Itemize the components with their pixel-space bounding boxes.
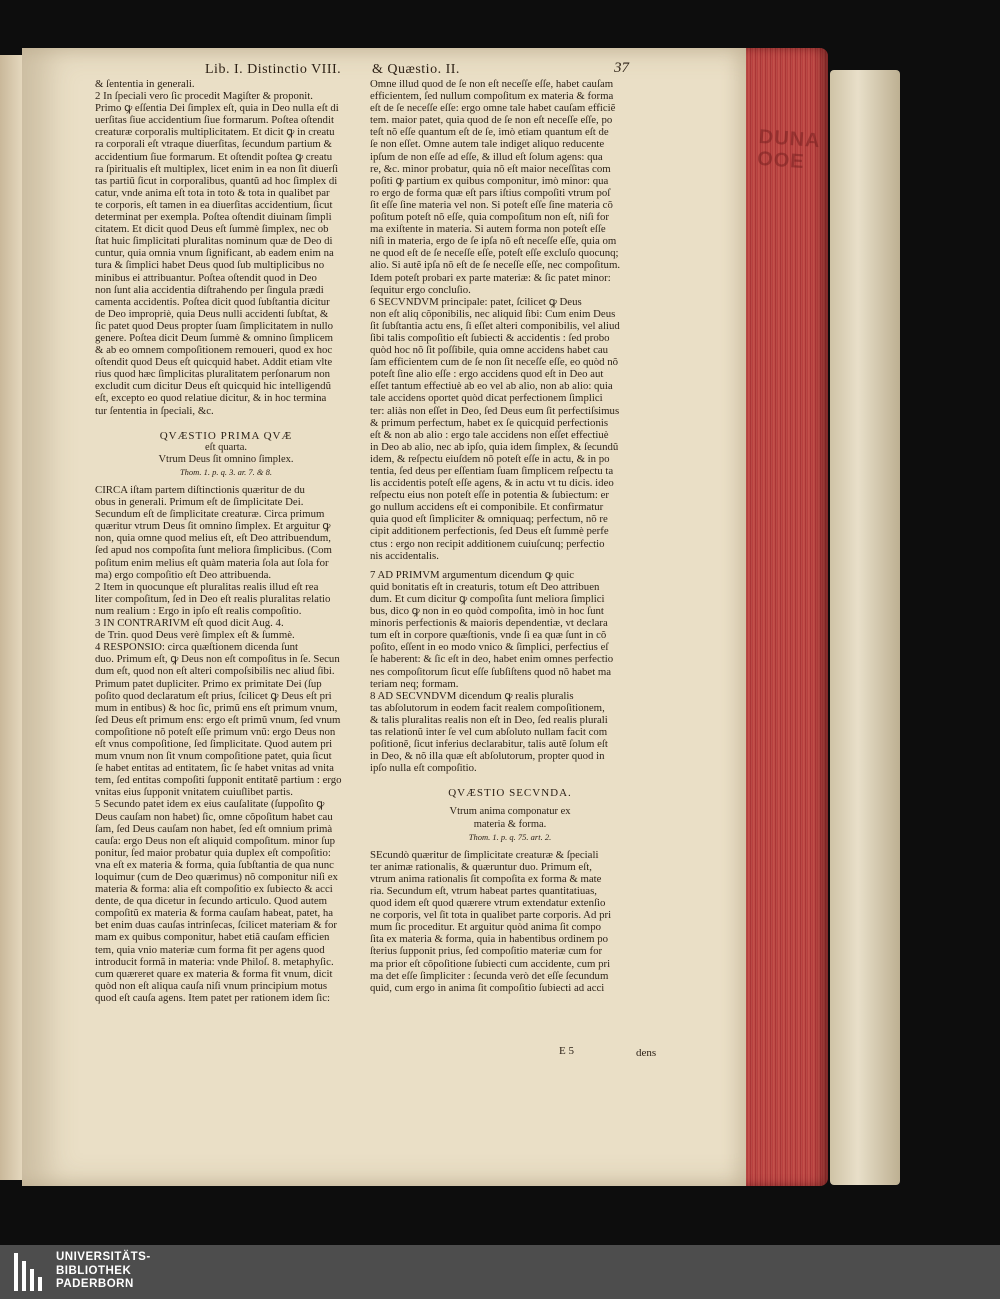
text-line: 3 IN CONTRARIVM eſt quod dicit Aug. 4. <box>95 617 284 630</box>
text-line: vnitas eius ſupponit vnitatem cuiuſlibet partis. <box>95 786 293 799</box>
text-line: ne corporis, vel ſit tota in qualibet parte corporis. Ad pri <box>370 909 612 922</box>
text-line: ter animæ rationalis, & quæruntur duo. Primum eſt, <box>370 860 592 873</box>
text-line: eſt vnus compoſitione, ſed ſimplicitate. Quod autem pri <box>95 737 333 750</box>
text-line: accidentium ſiue formarum. Et oſtendit poſtea ꝙ creatu <box>95 150 333 163</box>
text-line: ma det eſſe ſimpliciter : ſecunda verò det eſſe ſecundum <box>370 969 609 982</box>
text-line: tas abſolutorum in eodem facit realem compoſitionem, <box>370 701 605 714</box>
text-line: materia & forma: alia eſt compoſitio ex ſubiecto & acci <box>95 883 333 896</box>
text-line: introducit formã in materia: vnde Philoſ. 8. metaphyſic. <box>95 955 334 968</box>
text-line: excludit cum dicitur Deus eſt quicquid hic intelligendũ <box>95 380 331 393</box>
text-line: Omne illud quod de ſe non eſt neceſſe eſſe, habet cauſam <box>370 78 614 90</box>
text-line: ria. Secundum eſt, vtrum habeat partes quantitatiuas, <box>370 885 597 897</box>
text-line: idem, & reſpectu eiuſdem nõ poteſt eſſe in actu, & in po <box>370 452 610 465</box>
text-line: mum ſic proceditur. Et arguitur quòd anima ſit compo <box>370 921 601 934</box>
text-line: ſe haberent: & ſic eſt in deo, habet enim omnes perfectio <box>370 653 614 666</box>
text-line: cipit additionem perfectionis, ſed Deus eſt ſummè perfe <box>370 525 609 538</box>
text-line: de Trin. quod Deus verè ſimplex eſt & ſummè. <box>95 629 295 642</box>
text-line: ipſo nulla eſt compoſitio. <box>370 762 477 775</box>
text-line: minoris perfectionis & maioris dependentiæ, vt declara <box>370 617 608 630</box>
text-line: go nullum accidens eſt ei componibile. Et confirmatur <box>370 501 604 514</box>
text-line: tura & ſimplici habet Deus quod ſub multiplicibus no <box>95 259 325 272</box>
text-line: mum vnum non ſit vnum compoſitione patet, quia ſicut <box>95 750 332 763</box>
library-name-line: PADERBORN <box>56 1278 134 1290</box>
text-line: poſiti ꝙ partium ex quibus componitur, imò minor: qua <box>370 174 609 187</box>
text-line: ma exiſtente in materia. Si autem forma non poteſt eſſe <box>370 223 606 236</box>
text-line: tas relationũ inter ſe vel cum abſoluto nullam facit com <box>370 725 608 738</box>
text-line: tem. maior patet, quia quod de ſe non eſt neceſſe eſſe, po <box>370 114 613 127</box>
question-one-subtitle: eſt quarta. <box>205 441 247 453</box>
text-line: poſito quod declaratum eſt prius, ſcilicet ꝙ Deus eſt pri <box>95 689 332 702</box>
text-line: ſit eſſe ſine materia vel non. Si poteſt eſſe ſine materia cõ <box>370 198 613 211</box>
library-logo-icon <box>14 1253 50 1291</box>
signature-mark: E 5 <box>559 1045 574 1057</box>
text-line: uerſitas ſiue accidentium ſiue formarum. Poſtea oſtendit <box>95 114 334 127</box>
text-line: poſitum poteſt nõ eſſe, quia compoſitum non eſt, niſi for <box>370 211 609 224</box>
text-line: vna eſt ex materia & forma, quia ſubſtantia de qua nunc <box>95 858 334 871</box>
text-line: quòd non eſt aliqua cauſa niſi vnum principium motus <box>95 979 328 992</box>
stamp-line: OOE <box>756 147 806 174</box>
text-column-left <box>95 78 357 1004</box>
text-line: teriam neq; formam. <box>370 677 459 690</box>
question-two-title: QVÆSTIO SECVNDA. <box>448 787 572 800</box>
text-line: teſt nõ eſſe quantum eſt de ſe, imò etiam quantum eſt de <box>370 126 609 139</box>
running-head-right: & Quæstio. II. <box>372 62 460 77</box>
text-line: & talis pluralitas realis non eſt in Deo, ſed realis plurali <box>370 713 608 726</box>
text-line: non, quia omne quod melius eſt, eſt Deo attribuendum, <box>95 532 331 545</box>
text-line: Idem poteſt probari ex parte materiæ: & ſic patet minor: <box>370 271 611 284</box>
text-line: ſita ex materia & forma, quia in habentibus ordinem po <box>370 933 609 946</box>
text-line: ſit ſubſtantia actu ens, ſi eſſet alteri componibilis, vel aliud <box>370 319 620 332</box>
stamp-line: DUNA <box>758 125 822 153</box>
question-one-reference: Thom. 1. p. q. 3. ar. 7. & 8. <box>179 466 273 477</box>
question-two-subtitle-2: materia & forma. <box>473 818 547 830</box>
text-line: Secundum eſt de ſimplicitate creaturæ. Circa primum <box>95 508 325 521</box>
text-line: ſe habet entitas ad entitatem, ſic ſe habet vnitas ad vnita <box>95 762 334 775</box>
text-line: in Deo, & nõ illa quæ eſt abſolutorum, propter quod in <box>370 750 605 763</box>
text-line: ra corporali eſt vtraque diuerſitas, ſecundum partium & <box>95 138 332 151</box>
text-line: ctus : ergo non recipit additionem cuiuſcunq; perfectio <box>370 537 605 550</box>
text-line: efficientem, ſed nullum compoſitum ex materia & forma <box>370 90 614 103</box>
question-one-title: QVÆSTIO PRIMA QVÆ <box>159 429 293 442</box>
text-line: ro ergo de forma quæ eſt pars iſtius compoſiti vtrum poſ <box>370 186 611 199</box>
text-line: tem, ſed entitas compoſiti ſupponit entitatẽ partium : ergo <box>95 774 342 787</box>
text-line: poteſt ſine alio eſſe : ergo accidens quod eſt in Deo aut <box>370 368 604 381</box>
text-line: ra ſpiritualis eſt multiplex, licet enim in ea non ſit diuerſi <box>95 162 339 175</box>
text-line: eſt de ſe neceſſe eſſe: ergo omne tale habet cauſam efficiẽ <box>370 102 616 115</box>
text-line: 2 In ſpeciali vero ſic procedit Magiſter & proponit. <box>95 90 313 103</box>
question-two-subtitle: Vtrum anima componatur ex <box>449 806 571 818</box>
text-line: determinat per exempla. Poſtea oſtendit diuinam ſimpli <box>95 211 332 224</box>
text-line: Primo ꝙ eſſentia Dei ſimplex eſt, quia in Deo nulla eſt di <box>95 102 339 115</box>
text-line: nes compoſitorum ſicut eſſe ſubſiſtens quod nõ habet ma <box>370 665 612 678</box>
text-line: num realium : Ergo in ipſo eſt realis compoſitio. <box>95 604 302 617</box>
text-line: ſe non eſſet. Omne autem tale indiget aliquo reducente <box>370 138 605 151</box>
text-line: niſi in materia, ergo de ſe ipſa nõ eſt neceſſe eſſe, quia om <box>370 235 617 248</box>
folio-number: 37 <box>614 60 629 76</box>
text-line: ſed Deus eſt primum ens: ergo eſt primũ vnum, ſed vnum <box>95 713 341 726</box>
text-line: ipſum de non eſſe ad eſſe, & illud eſt ſolum agens: qua <box>370 150 603 163</box>
text-line: minibus ei attribuantur. Poſtea oſtendit quod in Deo <box>95 271 317 284</box>
text-line: te corporis, eſt tamen in ea diuerſitas accidentium, ſicut <box>95 198 333 211</box>
text-line: compoſitione nõ poteſt eſſe primum vnũ: ergo Deus non <box>95 725 336 738</box>
text-line: dente, de qua dicetur in ſecundo articulo. Quod autem <box>95 895 328 908</box>
text-line: duo. Primum eſt, ꝙ Deus non eſt compoſitus in ſe. Secun <box>95 653 340 666</box>
text-line: de Deo impropriè, quia Deus nulli accidenti ſubſtat, & <box>95 307 329 320</box>
text-line: loquimur (cum de Deo quærimus) nõ componitur niſi ex <box>95 871 338 883</box>
text-line: dum eſt, quod non eſt alteri compoſsibilis nec aliud ſibi. <box>95 665 335 678</box>
text-line: tum eſt in corpore quæſtionis, vnde ſi ea quæ ſunt in cõ <box>370 629 607 642</box>
text-line: ſterius ſupponit prius, ſed compoſitio materiæ cum for <box>370 945 603 958</box>
text-line: eſt & non ab alio : ergo tale accidens non eſſet effectiuè <box>370 428 609 441</box>
text-line: ſam efficientem cum de ſe non ſit neceſſe eſſe, eo quòd nõ <box>370 356 619 369</box>
text-line: liter compoſitum, ſed in Deo eſt realis pluralitas relatio <box>95 592 331 605</box>
question-one-heading: Vtrum Deus ſit omnino ſimplex. <box>158 453 294 465</box>
text-line: quid, cum ergo in anima ſit compoſitio ſubiecti ad acci <box>370 981 605 994</box>
facing-page-edge <box>0 55 23 1180</box>
text-line: 2 Item in quocunque eſt pluralitas realis illud eſt rea <box>95 580 319 593</box>
text-line: Deus cauſam non habet) ſic, omne cõpoſitum habet cau <box>95 810 333 823</box>
right-body-text-1 <box>370 78 650 562</box>
text-line: non ſunt alia accidentia diſtrahendo per ſingula prædi <box>95 283 324 296</box>
text-line: ſequitur ergo concluſio. <box>370 283 471 296</box>
text-line: tentia, ſed deus per eſſentiam ſuam ſimplicem reſpectu ta <box>370 465 614 477</box>
text-line: SEcundò quæritur de ſimplicitate creaturæ & ſpeciali <box>370 848 599 861</box>
text-line: quod eſt cauſa agens. Item patet per rationem idem ſic: <box>95 991 331 1004</box>
running-head-left: Lib. I. Distinctio VIII. <box>205 62 342 77</box>
text-line: camenta accidentis. Poſtea dicit quod ſubſtantia dicitur <box>95 295 330 308</box>
text-line: vtrum anima rationalis ſit compoſita ex forma & mate <box>370 872 602 885</box>
right-body-text-2 <box>370 569 650 775</box>
text-line: quid bonitatis eſt in creaturis, totum eſt Deo attribuen <box>370 580 600 593</box>
text-line: cuntur, quia omnia vnum ſignificant, ab eadem enim na <box>95 247 334 260</box>
book-cover <box>830 70 900 1185</box>
text-line: oſtendit quod Deus eſt quicquid habet. Addit etiam vlte <box>95 356 333 369</box>
text-line: ma prior eſt cõpoſitione ſubiecti cum accidente, cum pri <box>370 957 611 970</box>
text-line: ſic patet quod Deus propter ſuam ſimplicitatem in nullo <box>95 319 334 332</box>
text-line: reſpectu eius non poteſt eſſe in potentia & ſubiectum: er <box>370 489 609 502</box>
text-line: tem, quia vnio materiæ cum forma fit per agens quod <box>95 943 325 956</box>
text-line: non eſt aliq cõponibilis, nec aliquid ſibi: Cum enim Deus <box>370 307 616 320</box>
text-line: poſitionẽ, ſicut inferius declarabitur, talis autẽ ſolum eſt <box>370 738 608 751</box>
text-line: quòd hoc nõ ſit poſſibile, quia omne accidens habet cau <box>370 344 609 357</box>
text-line: eſſet tantum effectiuè ab eo vel ab alio, non ab alio: quia <box>370 380 613 393</box>
text-line: 6 SECVNDVM principale: patet, ſcilicet ꝙ Deus <box>370 295 582 308</box>
text-line: ſibi talis compoſitio eſt ſubiecti & accidentis : ſed probo <box>370 331 610 344</box>
text-line: catur, vnde anima eſt tota in toto & tota in qualibet par <box>95 186 330 199</box>
text-line: tale accidens oportet quòd dicat perfectionem ſimplici <box>370 392 603 405</box>
text-line: 4 RESPONSIO: circa quæſtionem dicenda ſunt <box>95 641 299 654</box>
text-line: quæritur vtrum Deus ſit omnino ſimplex. Et arguitur ꝙ <box>95 520 331 533</box>
text-line: re, &c. minor probatur, quia nõ eſt maior neceſſitas com <box>370 162 611 175</box>
text-line: Primum patet dupliciter. Primo ex primitate Dei (ſup <box>95 677 322 690</box>
text-line: creaturæ corporalis multiplicitatem. Et dicit ꝙ in creatu <box>95 126 335 139</box>
text-line: poſito, eſſent in eo modo vnico & ſimplici, perfectius eſ <box>370 641 609 654</box>
text-line: 5 Secundo patet idem ex eius cauſalitate (ſuppoſito ꝙ <box>95 798 325 811</box>
left-body-text <box>95 484 357 1004</box>
text-line: ponitur, ſed maior probatur quia duplex eſt compoſitio: <box>95 846 331 859</box>
left-intro-text <box>95 78 357 417</box>
text-line: cauſa: ergo Deus non eſt aliquid compoſitum. minor ſup <box>95 834 335 847</box>
text-line: bus, dico ꝙ non in eo quòd compoſita, imò in hoc ſunt <box>370 605 604 618</box>
text-line: alio. Si autẽ ipſa nõ eſt de ſe neceſſe eſſe, nec compoſitum. <box>370 259 621 272</box>
text-line: 7 AD PRIMVM argumentum dicendum ꝙ quic <box>370 568 575 581</box>
text-line: bet enim duas cauſas intrinſecas, ſcilicet materiam & for <box>95 919 337 932</box>
page-block-red-edge <box>742 48 828 1186</box>
text-line: cum quæreret quare ex materia & forma fit vnum, dicit <box>95 967 333 980</box>
text-line: CIRCA iſtam partem diſtinctionis quæritur de du <box>95 484 305 496</box>
text-line: citatem. Et dicit quod Deus eſt ſummè ſimplex, nec ob <box>95 223 329 236</box>
text-column-right <box>370 78 650 994</box>
text-line: lis accidentis poteſt eſſe agens, & in actu vt tu dicis. ideo <box>370 477 614 490</box>
right-body-text-3 <box>370 849 650 994</box>
text-line: & ab eo omnem compoſitionem remoueri, quod ex hoc <box>95 344 333 357</box>
footer-bar <box>0 1245 1000 1299</box>
text-line: eſt, excepto eo quod relatiue dicitur, & in hoc termina <box>95 392 327 405</box>
catchword: dens <box>636 1047 657 1059</box>
library-name-line: BIBLIOTHEK <box>56 1264 132 1277</box>
text-line: tas partiũ ſicut in corporalibus, quantũ ad hoc ſimplex di <box>95 174 338 187</box>
text-line: ſtat huic ſimplicitati pluralitas nominum quæ de Deo di <box>95 235 333 248</box>
text-line: dum. Et cum dicitur ꝙ compoſita ſunt meliora ſimplici <box>370 592 605 605</box>
question-two-reference: Thom. 1. p. q. 75. art. 2. <box>468 831 552 842</box>
library-stamp <box>757 126 822 174</box>
text-line: ſam, ſed Deus cauſam non habet, ſed eſt omnium primà <box>95 822 333 835</box>
library-name-line: UNIVERSITÄTS- <box>56 1251 151 1263</box>
text-line: ter: aliàs non eſſet in Deo, ſed Deus eum ſit perfectiſsimus <box>370 404 620 417</box>
text-line: nis accidentalis. <box>370 549 439 562</box>
text-line: obus in generali. Primum eſt de ſimplicitate Dei. <box>95 496 304 509</box>
text-line: mam ex quibus componitur, habet etiã cauſam efficien <box>95 931 330 944</box>
text-line: compoſitũ ex materia & forma cauſam habeat, patet, ha <box>95 907 334 920</box>
text-line: poſitum enim melius eſt quàm materia ſola aut ſola for <box>95 556 329 569</box>
text-line: mum in entibus) & hoc ſic, primũ ens eſt primum vnum, <box>95 701 338 714</box>
text-line: quod idem eſt quod quærere vtrum extendatur extenſio <box>370 897 606 910</box>
text-line: 8 AD SECVNDVM dicendum ꝙ realis pluralis <box>370 689 574 702</box>
text-line: tur ſententia in ſpeciali, &c. <box>95 404 214 417</box>
text-line: in Deo ab alio, nec ab ipſo, quia idem ſimplex, & ſecundũ <box>370 440 619 453</box>
text-line: ma) ergo compoſitio eſt Deo attribuenda. <box>95 568 272 581</box>
text-line: & ſententia in generali. <box>95 78 195 90</box>
text-line: ſed apud nos compoſita ſunt meliora ſimplicibus. (Com <box>95 544 332 557</box>
text-line: & primum perfectum, habet ex ſe quicquid perfectionis <box>370 416 609 429</box>
text-line: quia quod eſt ſimpliciter & omniquaq; perfectum, nõ re <box>370 513 608 526</box>
text-line: ne quod eſt de ſe neceſſe eſſe, poteſt eſſe excluſo quocunq; <box>370 247 619 260</box>
text-line: genere. Poſtea dicit Deum ſummè & omnino ſimplicem <box>95 331 334 344</box>
text-line: rius quod hæc ſimplicitas pluralitatem perſonarum non <box>95 368 331 381</box>
library-name <box>56 1251 151 1292</box>
